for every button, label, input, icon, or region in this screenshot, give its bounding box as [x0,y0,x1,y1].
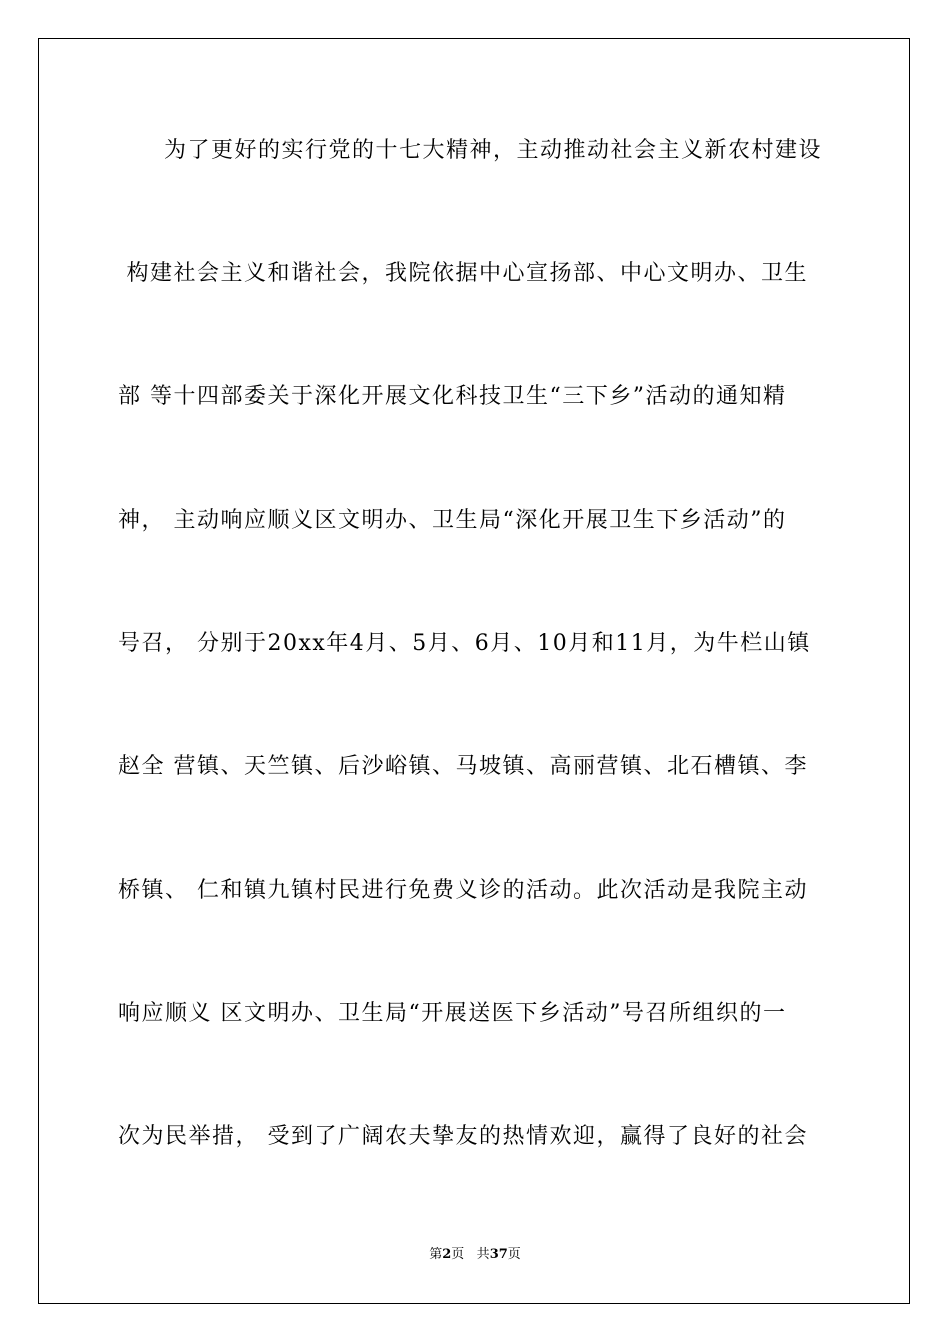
body-text-line: 神， 主动响应顺义区文明办、卫生局“深化开展卫生下乡活动”的 [118,508,787,533]
body-text-line: 次为民举措， 受到了广阔农夫挚友的热情欢迎，赢得了良好的社会 [118,1124,808,1149]
body-text-line: 号召， 分别于20xx年4月、5月、6月、10月和11月，为牛栏山镇 [118,631,811,656]
body-text-line: 构建社会主义和谐社会，我院依据中心宣扬部、中心文明办、卫生 [118,261,808,286]
body-text-line: 响应顺义 区文明办、卫生局“开展送医下乡活动”号召所组织的一 [118,1001,787,1026]
total-prefix: 共 [476,1247,490,1262]
body-text-line: 为了更好的实行党的十七大精神，主动推动社会主义新农村建设 [164,138,823,163]
page-footer [0,1246,950,1264]
total-suffix: 页 [507,1247,521,1262]
page-prefix: 第 [429,1247,443,1262]
body-text-line: 桥镇、 仁和镇九镇村民进行免费义诊的活动。此次活动是我院主动 [118,878,808,903]
body-text-line: 部 等十四部委关于深化开展文化科技卫生“三下乡”活动的通知精 [118,384,787,409]
body-text-line: 赵全 营镇、天竺镇、后沙峪镇、马坡镇、高丽营镇、北石槽镇、李 [118,754,808,779]
page-number: 2 [442,1247,452,1262]
page-border [38,38,910,1304]
total-pages: 37 [489,1247,508,1262]
page-suffix: 页 [451,1247,465,1262]
